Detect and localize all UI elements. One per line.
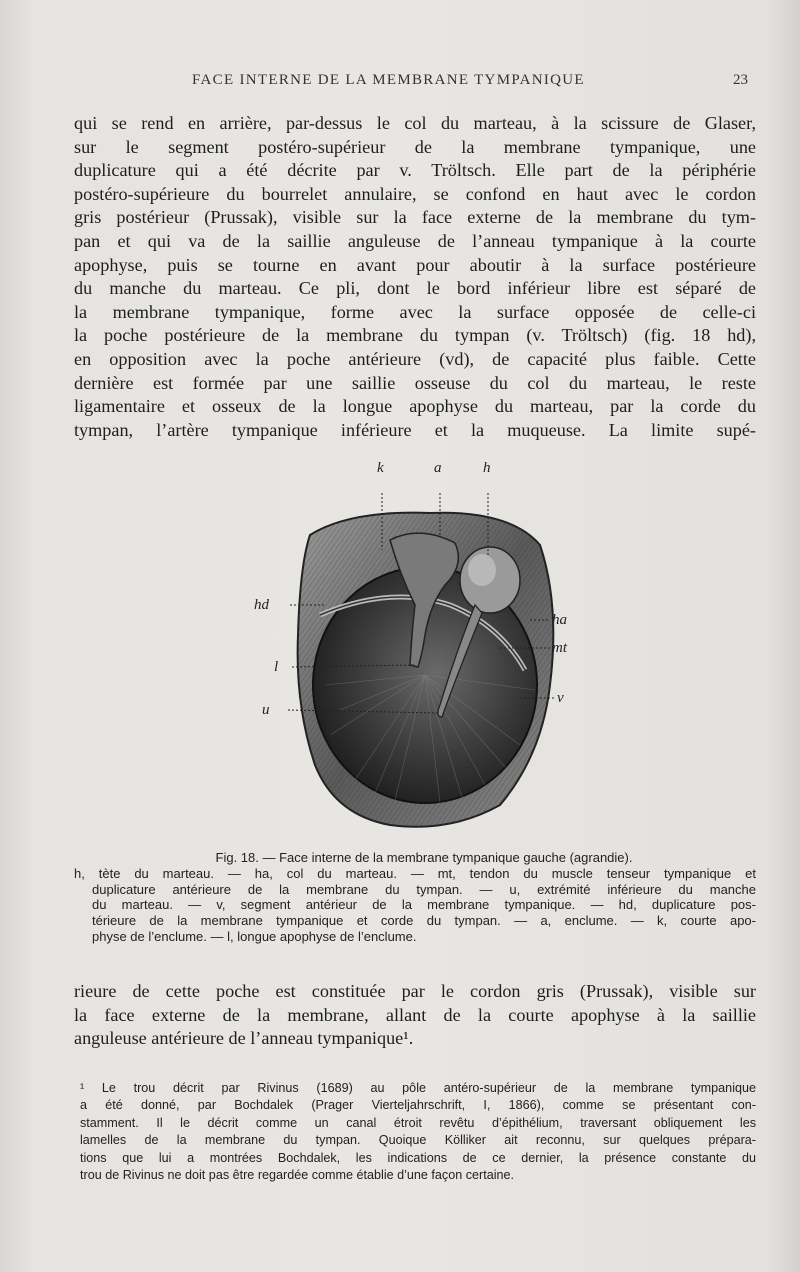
text-line: qui se rend en arrière, par-dessus le col du marteau, à la scissure de Glaser, xyxy=(74,113,756,133)
footnote-line: lamelles de la membrane du tympan. Quoique Kölliker ait reconnu, sur quelques prépara- xyxy=(80,1133,756,1148)
text-line: apophyse, puis se tourne en avant pour aboutir à la surface postérieure xyxy=(74,254,756,275)
footnote-line: tions que lui a montrées Bochdalek, les indications de ce dernier, la présence constante du xyxy=(80,1150,756,1165)
text-line: sur le segment postéro-supérieur de la membrane tympanique, une xyxy=(74,136,756,157)
figure-18 xyxy=(250,455,570,835)
label-a: a xyxy=(434,460,442,476)
page-header xyxy=(0,72,800,96)
running-title: FACE INTERNE DE LA MEMBRANE TYMPANIQUE xyxy=(192,72,585,88)
label-h: h xyxy=(483,460,491,476)
footnote-line: a été donné, par Bochdalek (Prager Vierteljahrschrift, I, 1866), comme se présentant con- xyxy=(80,1098,756,1113)
label-l: l xyxy=(274,659,279,675)
footnote-line: stamment. Il le décrit comme un canal étroit revêtu d’épithélium, traversant obliquement les xyxy=(80,1115,756,1130)
text-line: anguleuse antérieure de l’anneau tympanique¹. xyxy=(74,1028,414,1049)
caption-line: du marteau. — v, segment antérieur de la membrane tympanique. — hd, duplicature pos- xyxy=(92,897,756,913)
text-line: du manche du marteau. Ce pli, dont le bord inférieur libre est séparé de xyxy=(74,278,756,299)
text-line: rieure de cette poche est constituée par le cordon gris (Prussak), visible sur xyxy=(74,981,756,1001)
paragraph-2 xyxy=(74,980,756,1051)
label-ha: ha xyxy=(552,612,567,628)
label-mt: mt xyxy=(552,640,567,656)
text-line: dernière est formée par une saillie osseuse du col du marteau, le reste xyxy=(74,372,756,393)
footnote-line: ¹ Le trou décrit par Rivinus (1689) au pôle antéro-supérieur de la membrane tympanique xyxy=(80,1081,756,1095)
caption-line: physe de l’enclume. — l, longue apophyse de l’enclume. xyxy=(92,928,417,944)
text-line: ligamentaire et osseux de la longue apophyse du marteau, par la corde du xyxy=(74,396,756,417)
label-u: u xyxy=(262,702,270,718)
caption-line: duplicature antérieure de la membrane du tympan. — u, extrémité inférieure du manche xyxy=(92,881,756,897)
text-line: gris postérieur (Prussak), visible sur la face externe de la membrane du tym- xyxy=(74,207,756,228)
page-number: 23 xyxy=(733,72,748,88)
text-line: postéro-supérieure du bourrelet annulaire, se confond en haut avec le cordon xyxy=(74,183,756,204)
caption-title: Fig. 18. — Face interne de la membrane tympanique gauche (agrandie). xyxy=(215,850,633,865)
footnote xyxy=(80,1080,756,1184)
label-hd: hd xyxy=(254,597,269,613)
text-line: tympan, l’artère tympanique inférieure et la muqueuse. La limite supé- xyxy=(74,419,756,440)
text-line: la poche postérieure de la membrane du tympan (v. Tröltsch) (fig. 18 hd), xyxy=(74,325,756,346)
label-v: v xyxy=(557,690,564,706)
tympanic-membrane-engraving xyxy=(250,455,570,835)
text-line: pan et qui va de la saillie anguleuse de l’anneau tympanique à la courte xyxy=(74,230,756,251)
figure-caption xyxy=(74,850,756,945)
text-line: en opposition avec la poche antérieure (vd), de capacité plus faible. Cette xyxy=(74,348,756,369)
text-line: la face externe de la membrane, allant de la courte apophyse à la saillie xyxy=(74,1004,756,1025)
paragraph-1 xyxy=(74,112,756,442)
caption-line: h, tète du marteau. — ha, col du marteau. — mt, tendon du muscle tenseur tympanique et xyxy=(74,865,756,881)
caption-line: térieure de la membrane tympanique et corde du tympan. — a, enclume. — k, courte apo- xyxy=(92,913,756,929)
footnote-line: trou de Rivinus ne doit pas être regardée comme établie d’une façon certaine. xyxy=(80,1168,515,1183)
text-line: duplicature qui a été décrite par v. Tröltsch. Elle part de la périphérie xyxy=(74,160,756,181)
label-k: k xyxy=(377,460,384,476)
text-line: la membrane tympanique, forme avec la surface opposée de celle-ci xyxy=(74,301,756,322)
